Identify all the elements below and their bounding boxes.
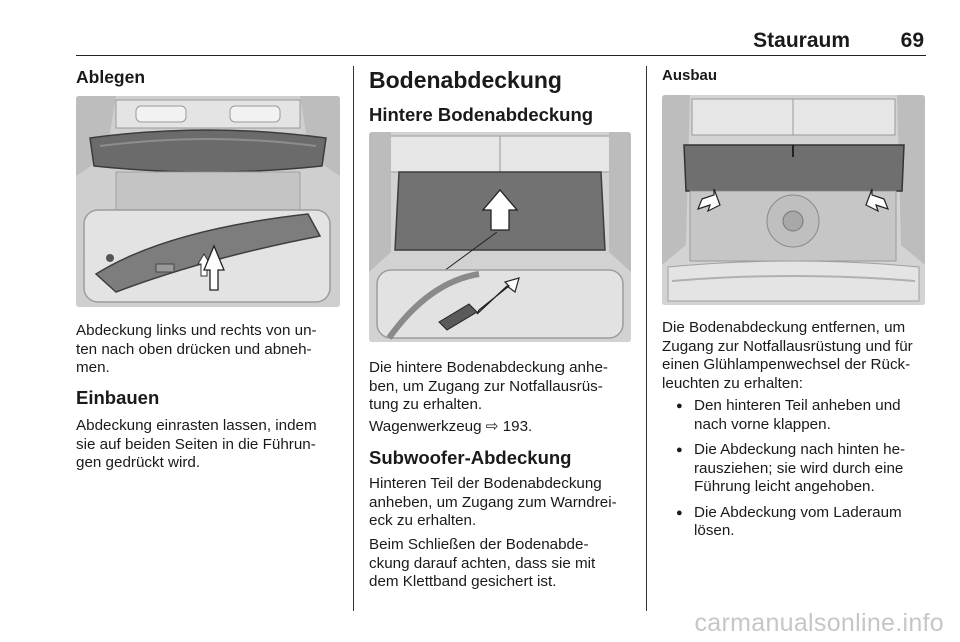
step3-line-2: lösen. (694, 522, 735, 539)
figure-cover-removal-drawing (76, 96, 340, 307)
col1-p1-line-1: Abdeckung links und rechts von un- (76, 322, 317, 339)
step1-line-2: nach vorne klappen. (694, 415, 831, 433)
page-number: 69 (900, 29, 924, 52)
header-rule (76, 55, 926, 56)
col1-p2-line-2: sie auf beiden Seiten in die Führun- (76, 435, 316, 453)
list-item (662, 441, 942, 497)
step2-line-2: rausziehen; sie wird durch eine (694, 459, 904, 477)
col2-paragraph-tool-reference: Wagenwerkzeug ⇨ 193. (369, 418, 533, 435)
col2-paragraph-3 (369, 475, 641, 531)
col2-p1-line-1: Die hintere Bodenabdeckung anhe- (369, 359, 608, 376)
col2-p3-line-2: anheben, um Zugang zum Warndrei- (369, 493, 617, 511)
source-watermark: carmanualsonline.info (694, 609, 944, 637)
col2-p1-line-2: ben, um Zugang zur Notfallausrüs- (369, 377, 603, 395)
col1-p2-line-3: gen gedrückt wird. (76, 454, 201, 471)
col1-p1-line-2: ten nach oben drücken und abneh- (76, 340, 312, 358)
heading-ausbau: Ausbau (662, 67, 718, 84)
col1-paragraph-2 (76, 417, 344, 473)
heading-einbauen: Einbauen (76, 387, 160, 408)
col3-p1-line-2: Zugang zur Notfallausrüstung und für (662, 337, 913, 355)
step1-line-1: Den hinteren Teil anheben und (694, 397, 901, 414)
list-item (662, 397, 942, 434)
col3-paragraph-1 (662, 319, 944, 393)
col3-p1-line-4: leuchten zu erhalten: (662, 374, 804, 392)
col2-p3-line-1: Hinteren Teil der Bodenabdeckung (369, 475, 602, 492)
figure-rear-floor-cover-drawing (369, 132, 631, 342)
list-item (662, 504, 942, 541)
col2-p3-line-3: eck zu erhalten. (369, 512, 477, 529)
col1-p1-line-3: men. (76, 359, 110, 376)
col1-p2-line-1: Abdeckung einrasten lassen, indem (76, 417, 317, 434)
step2-line-1: Die Abdeckung nach hinten he- (694, 441, 906, 458)
column-divider-left (353, 66, 354, 611)
col2-p4-line-3: dem Klettband gesichert ist. (369, 573, 557, 590)
col2-p4-line-1: Beim Schließen der Bodenabde- (369, 536, 589, 553)
figure-rear-floor-cover (369, 132, 631, 342)
figure-cover-removal-trunk (662, 95, 925, 305)
col2-paragraph-1 (369, 359, 639, 415)
figure-cover-removal-trunk-drawing (662, 95, 925, 305)
running-header-title: Stauraum (753, 29, 850, 52)
subsection-hintere-bodenabdeckung: Hintere Bodenabdeckung (369, 104, 594, 125)
column-divider-right (646, 66, 647, 611)
step3-line-1: Die Abdeckung vom Laderaum (694, 503, 902, 521)
col2-p4-line-2: ckung darauf achten, dass sie mit (369, 554, 596, 572)
col2-paragraph-4 (369, 536, 639, 592)
removal-steps-list (662, 397, 942, 548)
figure-cover-removal (76, 96, 340, 307)
heading-ablegen: Ablegen (76, 67, 146, 87)
col2-p1-line-3: tung zu erhalten. (369, 396, 483, 413)
subsection-subwoofer-abdeckung: Subwoofer-Abdeckung (369, 447, 572, 468)
col1-paragraph-1 (76, 322, 344, 378)
step2-line-3: Führung leicht angehoben. (694, 478, 875, 495)
col3-p1-line-3: einen Glühlampenwechsel der Rück- (662, 356, 911, 373)
col3-p1-line-1: Die Bodenabdeckung entfernen, um (662, 319, 906, 336)
section-title: Bodenabdeckung (369, 67, 562, 93)
